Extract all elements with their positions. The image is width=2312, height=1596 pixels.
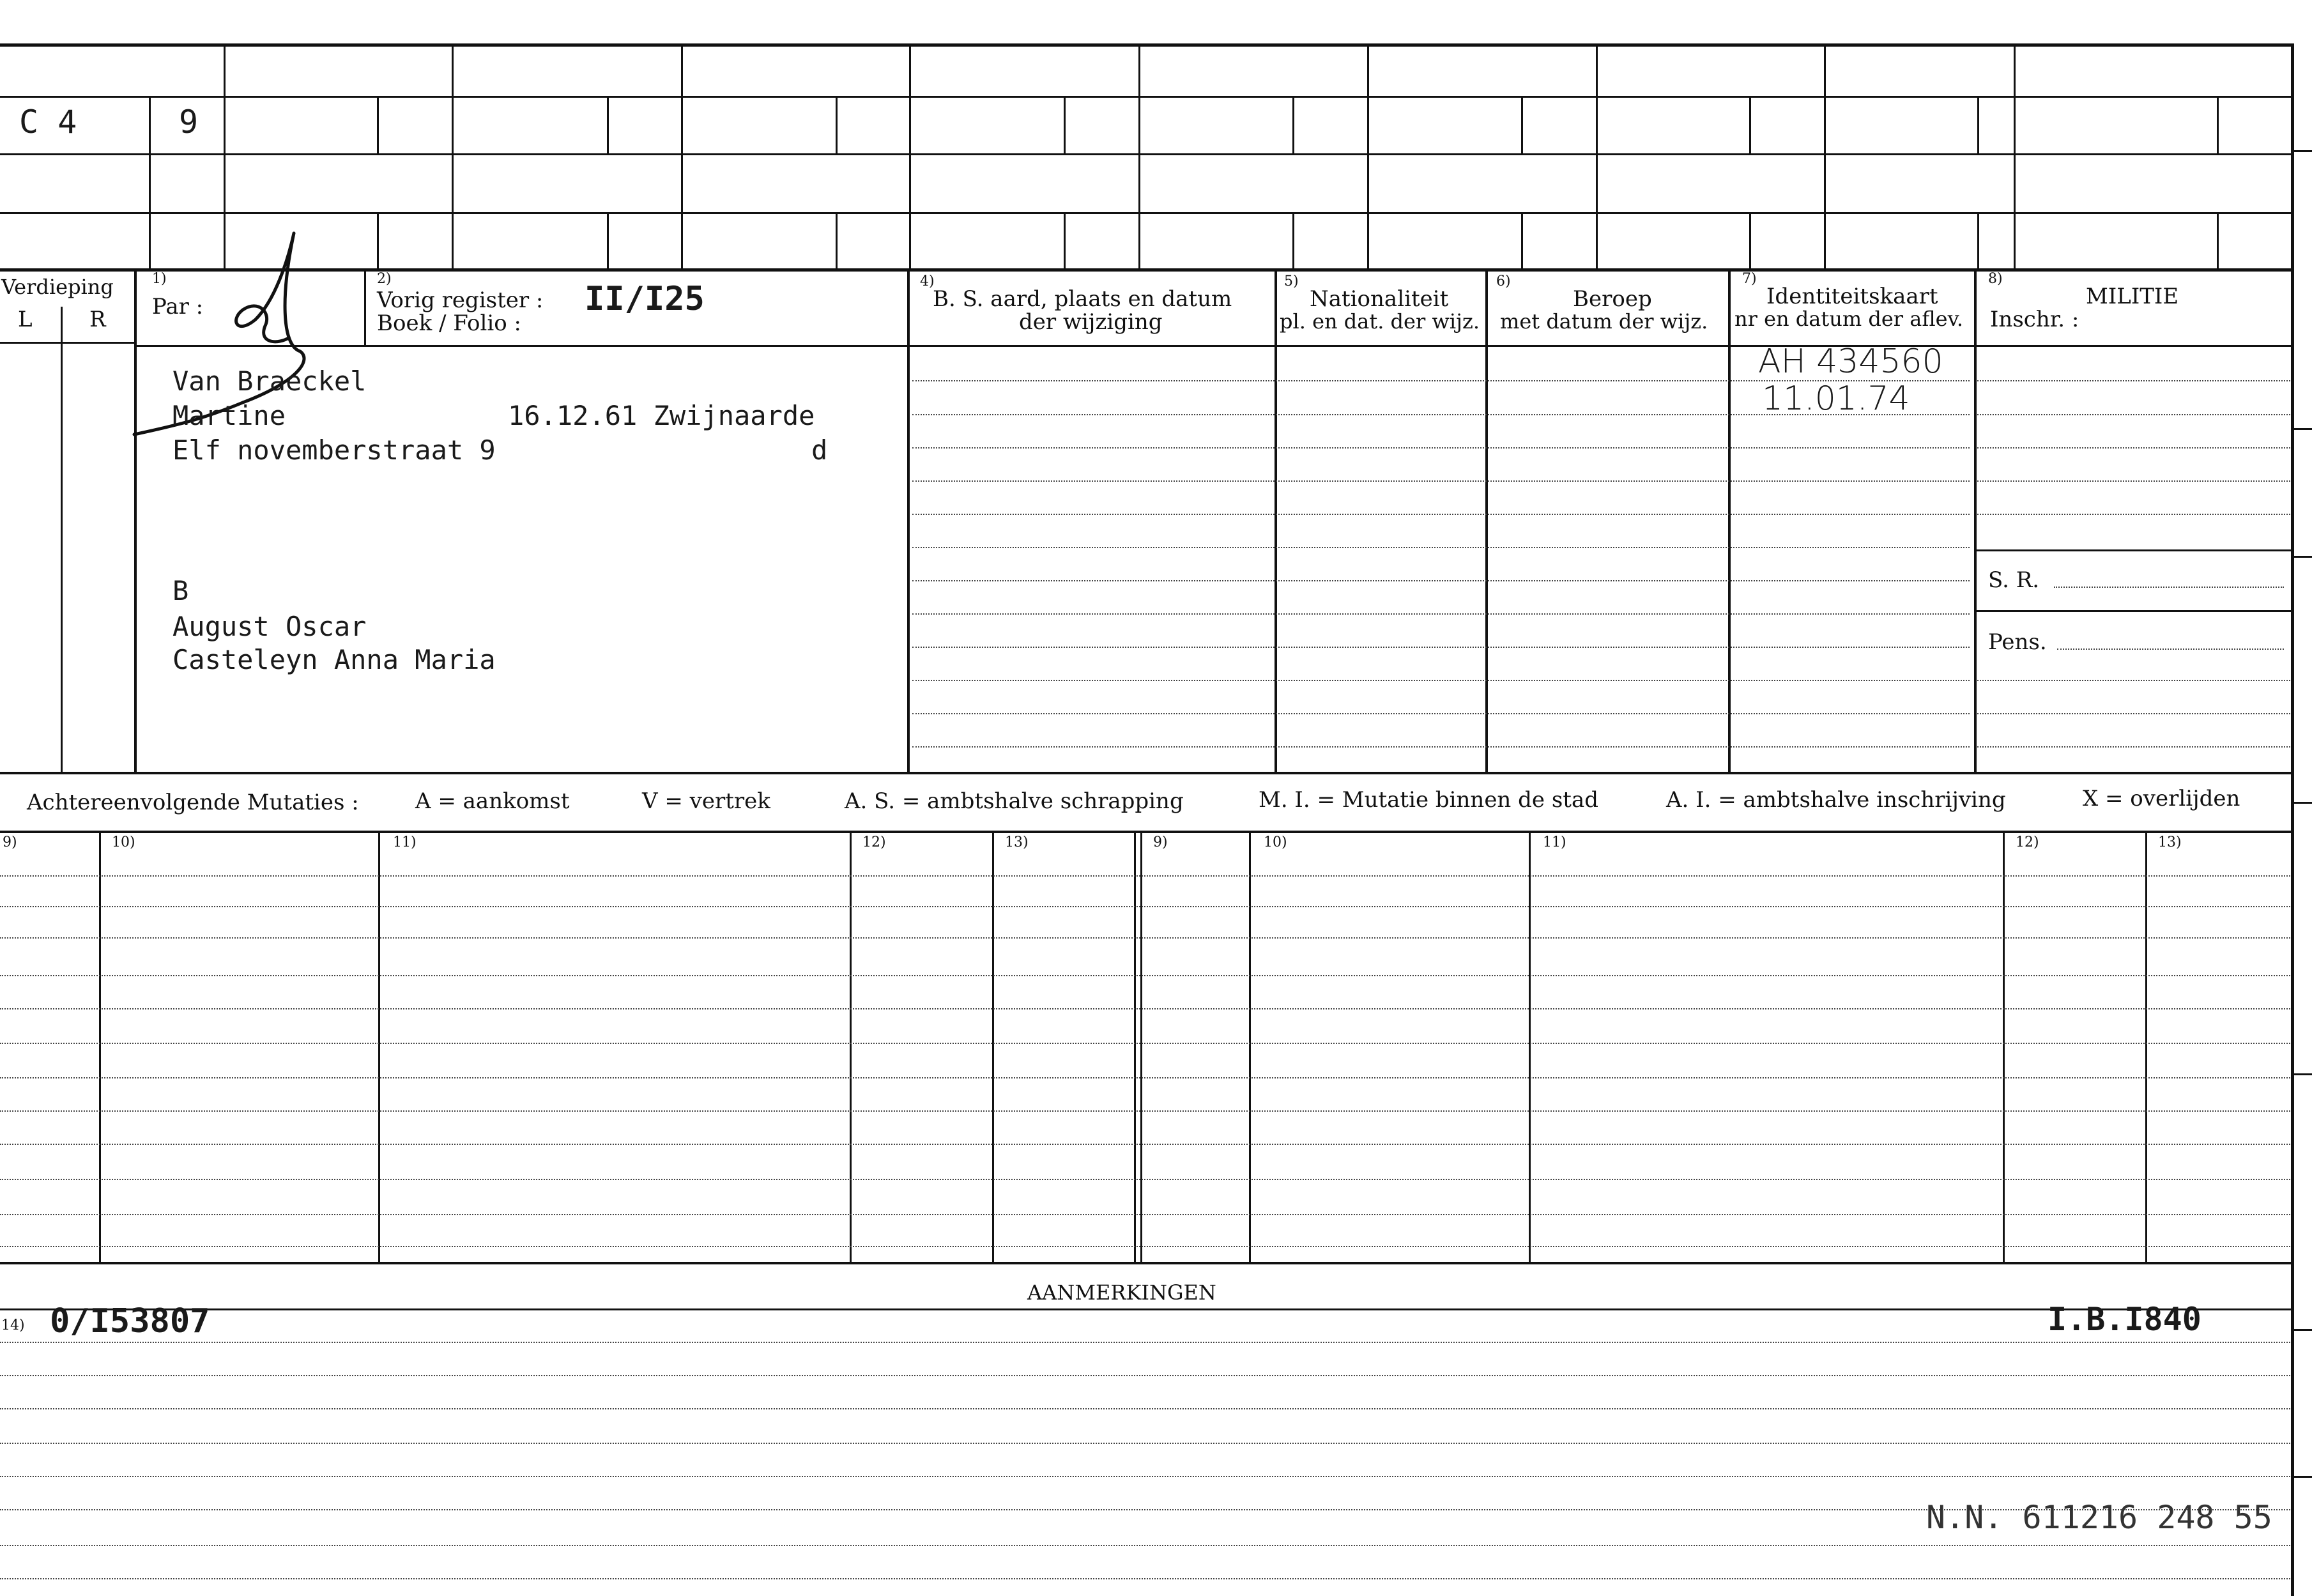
par-number: 1) — [152, 271, 167, 287]
boek-folio-label: Boek / Folio : — [377, 311, 521, 336]
footer-code: N.N. 611216 248 55 — [1926, 1499, 2272, 1536]
verdieping-label: Verdieping — [1, 275, 114, 299]
mut-right-col10: 10) — [1264, 834, 1287, 850]
legend-aankomst: A = aankomst — [415, 788, 570, 814]
birth-date-place: 16.12.61 Zwijnaarde — [508, 400, 815, 431]
remarks-number: 14) — [1, 1317, 25, 1333]
col4-header-line1: B. S. aard, plaats en datum — [933, 286, 1232, 312]
mother: Casteleyn Anna Maria — [172, 644, 496, 675]
inschr-label: Inschr. : — [1990, 307, 2079, 332]
mut-right-col12: 12) — [2016, 834, 2039, 850]
sr-label: S. R. — [1988, 567, 2040, 593]
remarks-value-left: 0/I53807 — [50, 1302, 210, 1340]
col8-number: 8) — [1988, 271, 2003, 287]
mut-right-col11: 11) — [1543, 834, 1566, 850]
father: August Oscar — [172, 611, 367, 642]
remarks-value-right: I.B.I840 — [2048, 1301, 2201, 1338]
left-label: L — [18, 307, 33, 332]
mut-left-col13: 13) — [1005, 834, 1029, 850]
top-number: 9 — [179, 104, 199, 141]
right-label: R — [89, 307, 106, 332]
col7-number: 7) — [1742, 271, 1757, 287]
mutations-title: Achtereenvolgende Mutaties : — [27, 790, 359, 815]
legend-ambtshalve-inschrijving: A. I. = ambtshalve inschrijving — [1666, 787, 2006, 813]
marker: d — [811, 434, 828, 466]
col7-header-line2: nr en datum der aflev. — [1734, 307, 1964, 331]
letter: B — [172, 575, 189, 606]
firstname: Martine — [172, 400, 286, 431]
remarks-title: AANMERKINGEN — [1027, 1280, 1216, 1305]
col6-header-line1: Beroep — [1573, 286, 1652, 312]
mut-left-col9: 9) — [3, 834, 17, 850]
mut-right-col13: 13) — [2158, 834, 2182, 850]
top-code: C 4 — [19, 104, 77, 141]
col6-number: 6) — [1496, 273, 1511, 289]
col5-header-line1: Nationaliteit — [1310, 286, 1449, 312]
vorig-number: 2) — [377, 271, 392, 287]
surname: Van Braeckel — [172, 365, 367, 397]
militie-title: MILITIE — [2086, 284, 2179, 309]
col6-header-line2: met datum der wijz. — [1500, 309, 1708, 334]
mut-left-col12: 12) — [862, 834, 886, 850]
address: Elf novemberstraat 9 — [172, 434, 496, 466]
col5-number: 5) — [1284, 273, 1299, 289]
col4-header-line2: der wijziging — [1019, 309, 1163, 335]
vorig-register-label: Vorig register : — [377, 288, 544, 313]
mut-right-col9: 9) — [1153, 834, 1168, 850]
mut-left-col10: 10) — [112, 834, 135, 850]
id-card-number: AH 434560 — [1758, 342, 1943, 381]
legend-mutatie-binnen-stad: M. I. = Mutatie binnen de stad — [1259, 787, 1598, 813]
legend-vertrek: V = vertrek — [642, 788, 770, 814]
mut-left-col11: 11) — [393, 834, 417, 850]
col7-header-line1: Identiteitskaart — [1766, 284, 1938, 309]
legend-overlijden: X = overlijden — [2083, 786, 2240, 811]
vorig-register-value: II/I25 — [585, 280, 705, 318]
id-card-date: 11.01.74 — [1762, 380, 1910, 418]
col5-header-line2: pl. en dat. der wijz. — [1280, 309, 1480, 334]
col4-number: 4) — [920, 273, 935, 289]
par-label: Par : — [152, 294, 204, 319]
legend-ambtshalve-schrapping: A. S. = ambtshalve schrapping — [845, 788, 1184, 814]
pens-label: Pens. — [1988, 629, 2047, 655]
